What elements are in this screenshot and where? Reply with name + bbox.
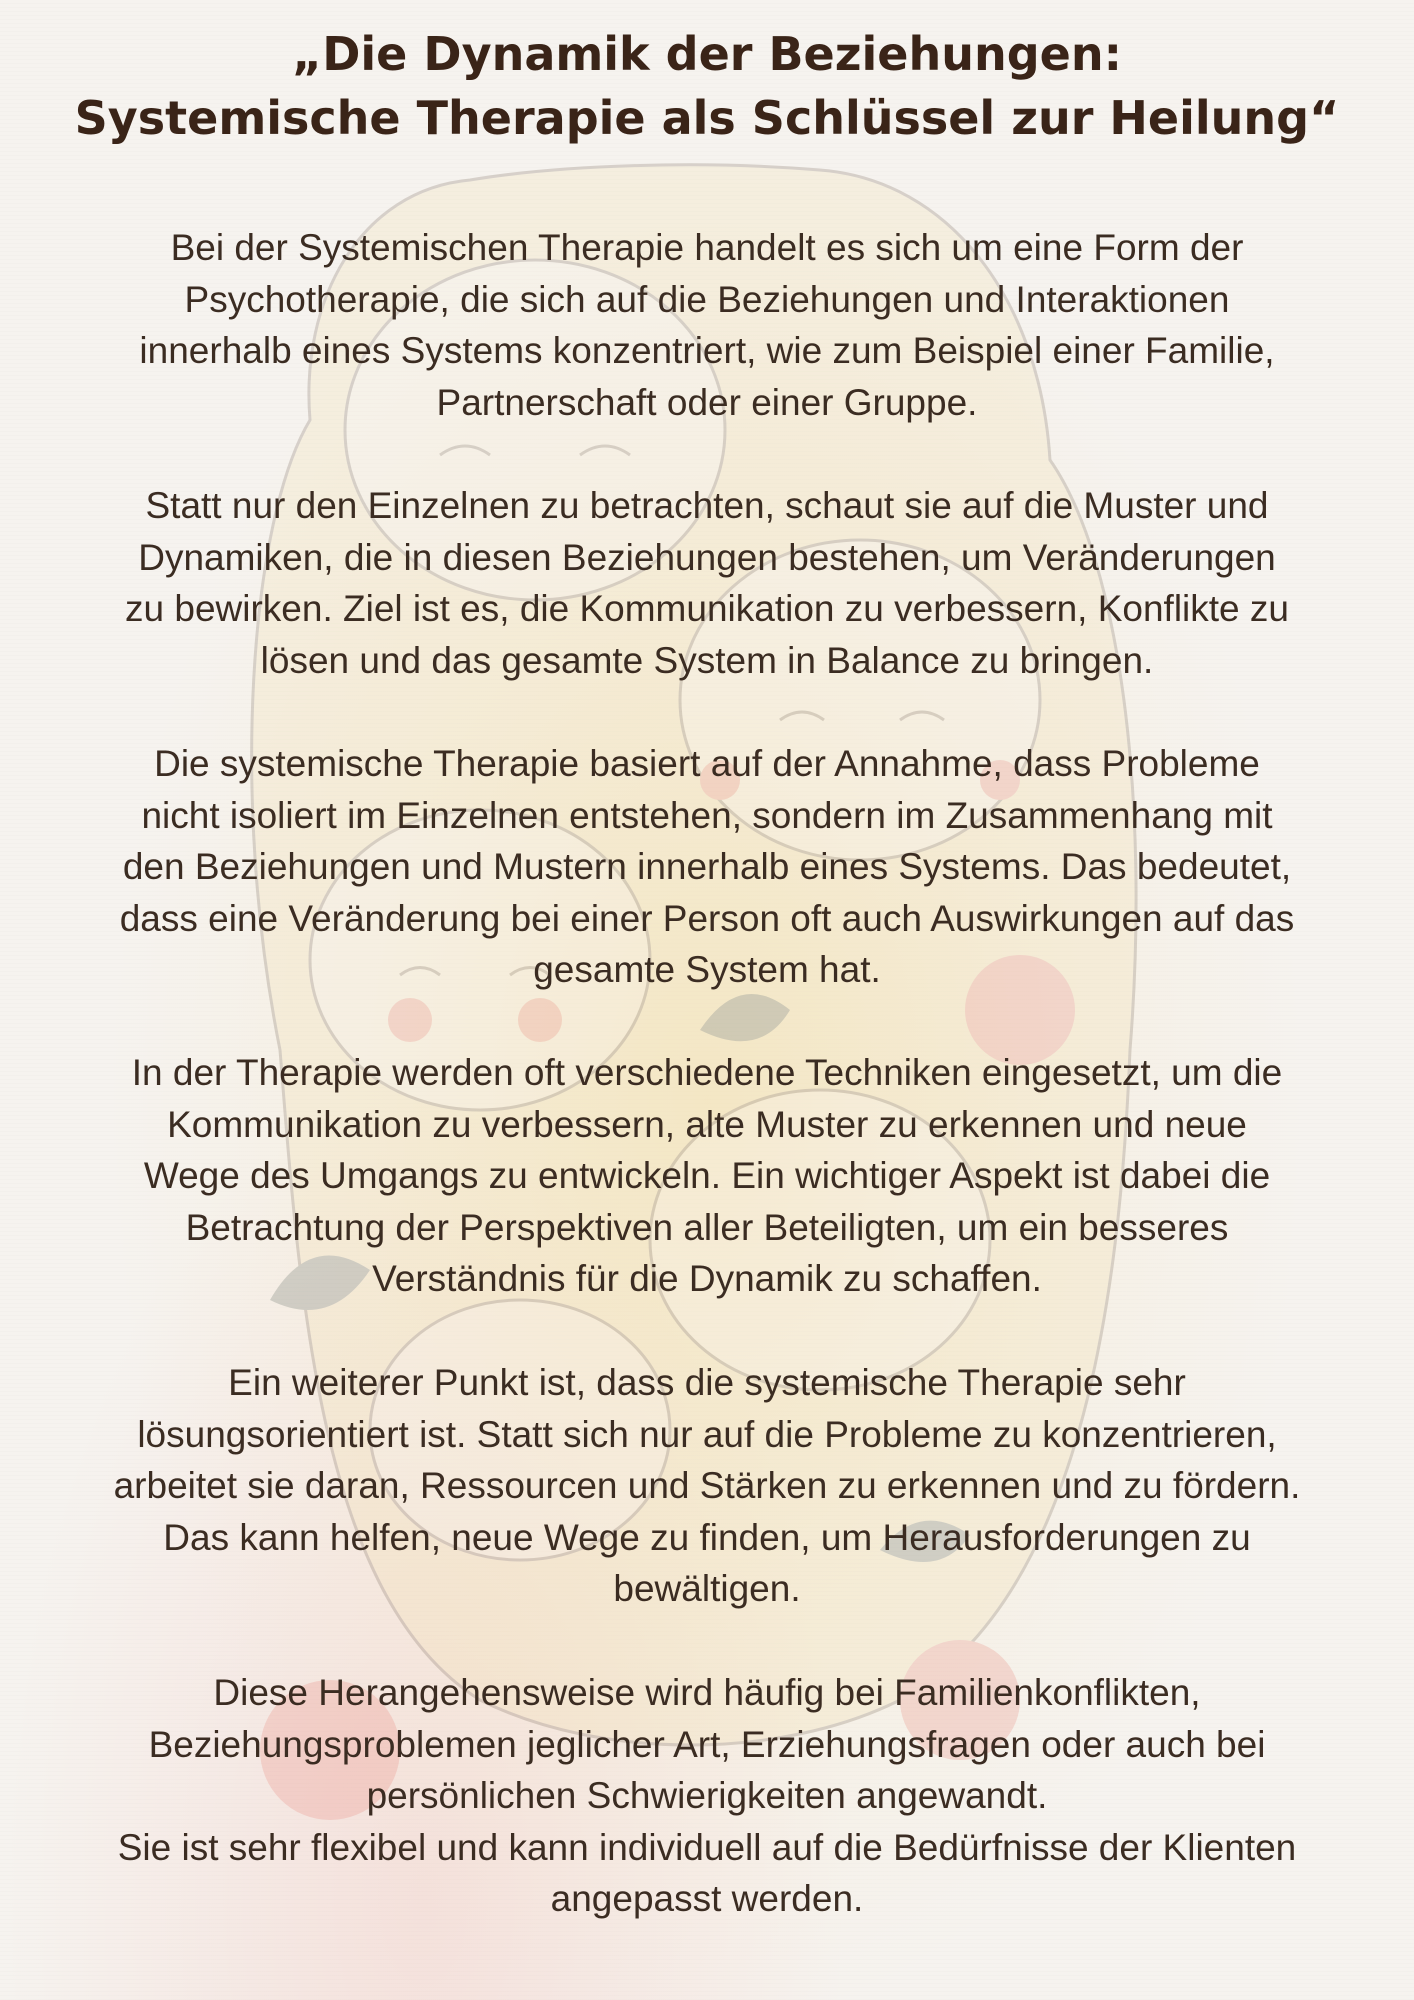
paragraph-application <box>14 1667 1400 1925</box>
text-line: Dynamiken, die in diesen Beziehungen bestehen, um Veränderungen <box>138 536 1276 578</box>
title-line: „Die Dynamik der Beziehungen: <box>292 27 1122 81</box>
text-line: Das kann helfen, neue Wege zu finden, um Herausforderungen zu <box>163 1516 1251 1558</box>
text-line: Betrachtung der Perspektiven aller Beteiligten, um ein besseres <box>185 1206 1229 1248</box>
paragraph-assumption <box>14 738 1400 996</box>
text-line: Bei der Systemischen Therapie handelt es sich um eine Form der <box>170 227 1244 268</box>
text-line: bewältigen. <box>613 1568 801 1609</box>
text-line: persönlichen Schwierigkeiten angewandt. <box>366 1775 1048 1816</box>
text-line: Wege des Umgangs zu entwickeln. Ein wichtiger Aspekt ist dabei die <box>143 1155 1271 1196</box>
title-line: Systemische Therapie als Schlüssel zur Heilung“ <box>74 91 1340 145</box>
paragraph-techniques <box>14 1047 1400 1305</box>
text-line: dass eine Veränderung bei einer Person oft auch Auswirkungen auf das <box>119 897 1295 939</box>
text-line: Verständnis für die Dynamik zu schaffen. <box>372 1258 1042 1299</box>
text-line: Ein weiterer Punkt ist, dass die systemische Therapie sehr <box>228 1362 1186 1403</box>
text-line: In der Therapie werden oft verschiedene Techniken eingesetzt, um die <box>131 1052 1283 1093</box>
text-line: Statt nur den Einzelnen zu betrachten, schaut sie auf die Muster und <box>145 485 1269 526</box>
text-line: Beziehungsproblemen jeglicher Art, Erziehungsfragen oder auch bei <box>148 1723 1266 1765</box>
text-line: Partnerschaft oder einer Gruppe. <box>436 381 978 423</box>
text-line: nicht isoliert im Einzelnen entstehen, sondern im Zusammenhang mit <box>141 794 1273 836</box>
page-title <box>40 22 1374 150</box>
paragraph-intro <box>14 222 1400 428</box>
text-line: innerhalb eines Systems konzentriert, wie zum Beispiel einer Familie, <box>139 330 1275 371</box>
text-line: zu bewirken. Ziel ist es, die Kommunikation zu verbessern, Konflikte zu <box>125 588 1289 629</box>
text-line: gesamte System hat. <box>533 949 881 990</box>
paragraph-focus <box>14 480 1400 686</box>
text-line: lösen und das gesamte System in Balance zu bringen. <box>260 639 1154 681</box>
text-line: Die systemische Therapie basiert auf der Annahme, dass Probleme <box>154 743 1260 784</box>
paragraph-solutions <box>14 1357 1400 1615</box>
text-line: angepasst werden. <box>550 1878 864 1919</box>
text-line: Diese Herangehensweise wird häufig bei Familienkonflikten, <box>213 1672 1201 1713</box>
text-line: Kommunikation zu verbessern, alte Muster zu erkennen und neue <box>167 1103 1247 1145</box>
text-line: arbeitet sie daran, Ressourcen und Stärken zu erkennen und zu fördern. <box>113 1465 1301 1506</box>
text-line: Psychotherapie, die sich auf die Beziehungen und Interaktionen <box>184 278 1230 320</box>
text-line: lösungsorientiert ist. Statt sich nur auf die Probleme zu konzentrieren, <box>137 1413 1277 1455</box>
text-line: Sie ist sehr flexibel und kann individuell auf die Bedürfnisse der Klienten <box>117 1826 1297 1868</box>
text-line: den Beziehungen und Mustern innerhalb eines Systems. Das bedeutet, <box>122 846 1292 887</box>
